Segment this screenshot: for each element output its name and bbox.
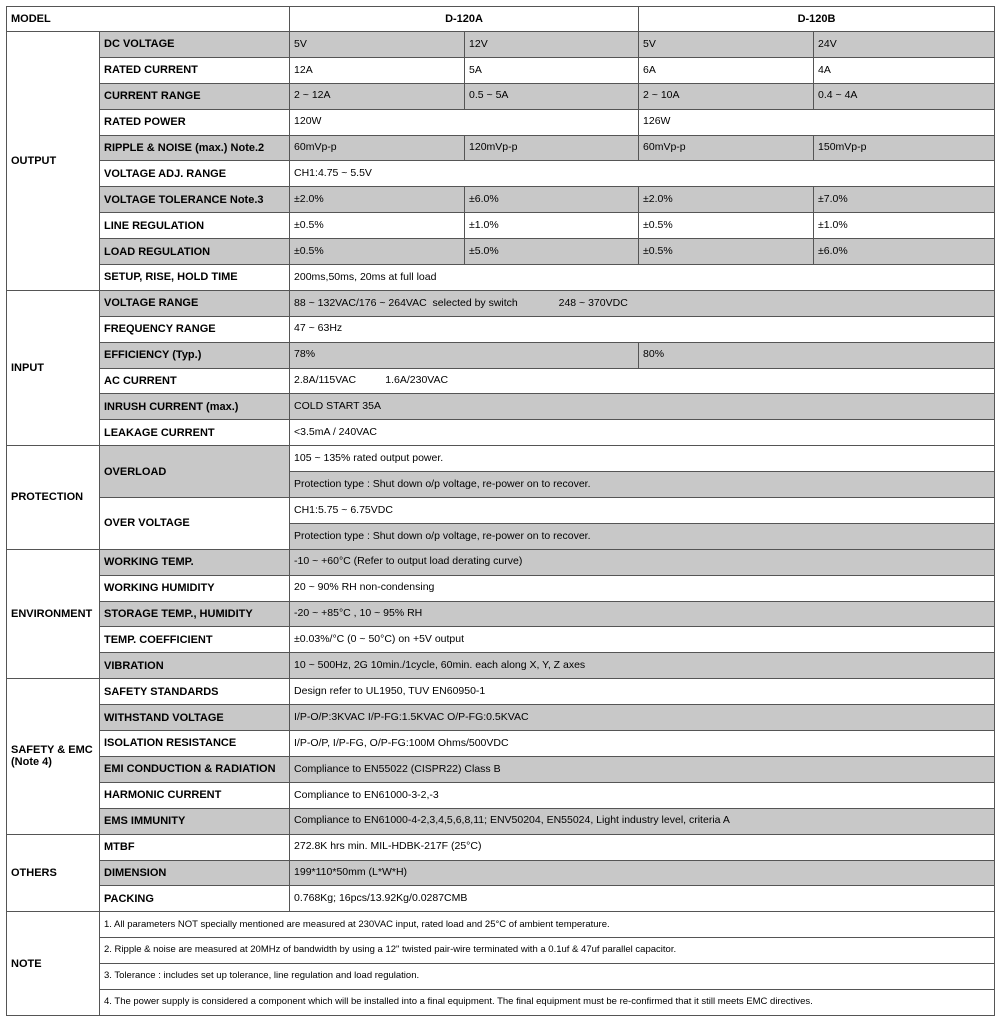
row-label: EMI CONDUCTION & RADIATION <box>100 756 290 782</box>
note-item: 1. All parameters NOT specially mentioned are measured at 230VAC input, rated load and 25°C of ambient temperature. <box>100 912 995 938</box>
cell-value: COLD START 35A <box>290 394 995 420</box>
table-row <box>7 32 995 58</box>
model-header: MODEL <box>7 7 290 32</box>
row-label: RATED POWER <box>100 109 290 135</box>
table-row <box>7 938 995 964</box>
table-row <box>7 161 995 187</box>
row-label: VOLTAGE TOLERANCE Note.3 <box>100 187 290 213</box>
table-row <box>7 316 995 342</box>
table-row <box>7 756 995 782</box>
row-label: PACKING <box>100 886 290 912</box>
group-protection: PROTECTION <box>7 446 100 550</box>
cell-value: 60mVp-p <box>290 135 465 161</box>
row-label: INRUSH CURRENT (max.) <box>100 394 290 420</box>
cell-value: ±0.5% <box>290 239 465 265</box>
cell-value: I/P-O/P:3KVAC I/P-FG:1.5KVAC O/P-FG:0.5KVAC <box>290 705 995 731</box>
cell-value: 60mVp-p <box>639 135 814 161</box>
cell-value: 5A <box>465 57 639 83</box>
cell-value: ±2.0% <box>639 187 814 213</box>
cell-value: ±1.0% <box>814 213 995 239</box>
cell-value: 120W <box>290 109 639 135</box>
note-item: 4. The power supply is considered a component which will be installed into a final equipment. The final equipment must be re-confirmed that it still meets EMC directives. <box>100 989 995 1015</box>
table-row <box>7 705 995 731</box>
cell-value: ±6.0% <box>465 187 639 213</box>
cell-value: ±7.0% <box>814 187 995 213</box>
cell-value: Compliance to EN61000-4-2,3,4,5,6,8,11; ENV50204, EN55024, Light industry level, criteria A <box>290 808 995 834</box>
table-row <box>7 782 995 808</box>
cell-value: 0.768Kg; 16pcs/13.92Kg/0.0287CMB <box>290 886 995 912</box>
table-row <box>7 394 995 420</box>
group-note: NOTE <box>7 912 100 1016</box>
table-row <box>7 834 995 860</box>
table-row <box>7 498 995 524</box>
row-label: VOLTAGE RANGE <box>100 290 290 316</box>
row-label: CURRENT RANGE <box>100 83 290 109</box>
table-row <box>7 549 995 575</box>
note-item: 3. Tolerance : includes set up tolerance, line regulation and load regulation. <box>100 964 995 990</box>
note-item: 2. Ripple & noise are measured at 20MHz of bandwidth by using a 12" twisted pair-wire terminated with a 0.1uf & 47uf parallel capacitor. <box>100 938 995 964</box>
row-label: LINE REGULATION <box>100 213 290 239</box>
spec-table <box>6 6 995 1016</box>
row-label: EMS IMMUNITY <box>100 808 290 834</box>
cell-value: 2 ~ 10A <box>639 83 814 109</box>
row-label: VIBRATION <box>100 653 290 679</box>
table-row <box>7 860 995 886</box>
row-label: HARMONIC CURRENT <box>100 782 290 808</box>
table-row <box>7 964 995 990</box>
group-others: OTHERS <box>7 834 100 912</box>
table-row <box>7 368 995 394</box>
row-label: OVER VOLTAGE <box>100 498 290 550</box>
cell-value: -20 ~ +85°C , 10 ~ 95% RH <box>290 601 995 627</box>
cell-value: <3.5mA / 240VAC <box>290 420 995 446</box>
cell-value: Protection type : Shut down o/p voltage, re-power on to recover. <box>290 472 995 498</box>
group-safety-emc: SAFETY & EMC (Note 4) <box>7 679 100 834</box>
cell-value: -10 ~ +60°C (Refer to output load derating curve) <box>290 549 995 575</box>
table-row <box>7 109 995 135</box>
table-row <box>7 575 995 601</box>
row-label: RIPPLE & NOISE (max.) Note.2 <box>100 135 290 161</box>
group-input: INPUT <box>7 290 100 445</box>
cell-value: 12A <box>290 57 465 83</box>
cell-value: 2 ~ 12A <box>290 83 465 109</box>
row-label: LOAD REGULATION <box>100 239 290 265</box>
table-row <box>7 731 995 757</box>
row-label: MTBF <box>100 834 290 860</box>
cell-value: 199*110*50mm (L*W*H) <box>290 860 995 886</box>
table-row <box>7 83 995 109</box>
table-row <box>7 239 995 265</box>
table-row <box>7 135 995 161</box>
row-label: LEAKAGE CURRENT <box>100 420 290 446</box>
row-label: WORKING TEMP. <box>100 549 290 575</box>
table-row <box>7 989 995 1015</box>
cell-value: 126W <box>639 109 995 135</box>
row-label: VOLTAGE ADJ. RANGE <box>100 161 290 187</box>
model-a-header: D-120A <box>290 7 639 32</box>
table-row <box>7 290 995 316</box>
row-label: FREQUENCY RANGE <box>100 316 290 342</box>
cell-value: 4A <box>814 57 995 83</box>
row-label: SETUP, RISE, HOLD TIME <box>100 265 290 291</box>
model-b-header: D-120B <box>639 7 995 32</box>
table-row <box>7 57 995 83</box>
cell-value: CH1:5.75 ~ 6.75VDC <box>290 498 995 524</box>
cell-value: ±6.0% <box>814 239 995 265</box>
cell-value: 0.5 ~ 5A <box>465 83 639 109</box>
cell-value: Compliance to EN55022 (CISPR22) Class B <box>290 756 995 782</box>
table-row <box>7 601 995 627</box>
table-row <box>7 808 995 834</box>
cell-value: CH1:4.75 ~ 5.5V <box>290 161 995 187</box>
table-row <box>7 187 995 213</box>
table-row <box>7 886 995 912</box>
table-row <box>7 912 995 938</box>
table-row <box>7 265 995 291</box>
cell-value: 105 ~ 135% rated output power. <box>290 446 995 472</box>
cell-value: 5V <box>639 32 814 58</box>
row-label: DC VOLTAGE <box>100 32 290 58</box>
table-row <box>7 420 995 446</box>
row-label: WORKING HUMIDITY <box>100 575 290 601</box>
cell-value: Compliance to EN61000-3-2,-3 <box>290 782 995 808</box>
header-row <box>7 7 995 32</box>
cell-value: 6A <box>639 57 814 83</box>
row-label: EFFICIENCY (Typ.) <box>100 342 290 368</box>
row-label: TEMP. COEFFICIENT <box>100 627 290 653</box>
group-output: OUTPUT <box>7 32 100 291</box>
cell-value: 272.8K hrs min. MIL-HDBK-217F (25°C) <box>290 834 995 860</box>
cell-value: I/P-O/P, I/P-FG, O/P-FG:100M Ohms/500VDC <box>290 731 995 757</box>
table-row <box>7 679 995 705</box>
table-row <box>7 627 995 653</box>
row-label: OVERLOAD <box>100 446 290 498</box>
table-row <box>7 342 995 368</box>
cell-value: 5V <box>290 32 465 58</box>
cell-value: 120mVp-p <box>465 135 639 161</box>
row-label: ISOLATION RESISTANCE <box>100 731 290 757</box>
row-label: STORAGE TEMP., HUMIDITY <box>100 601 290 627</box>
cell-value: 10 ~ 500Hz, 2G 10min./1cycle, 60min. each along X, Y, Z axes <box>290 653 995 679</box>
cell-value: 2.8A/115VAC 1.6A/230VAC <box>290 368 995 394</box>
table-row <box>7 653 995 679</box>
cell-value: 80% <box>639 342 995 368</box>
cell-value: 88 ~ 132VAC/176 ~ 264VAC selected by switch 248 ~ 370VDC <box>290 290 995 316</box>
cell-value: 200ms,50ms, 20ms at full load <box>290 265 995 291</box>
cell-value: ±0.5% <box>639 213 814 239</box>
row-label: SAFETY STANDARDS <box>100 679 290 705</box>
group-environment: ENVIRONMENT <box>7 549 100 678</box>
cell-value: ±0.5% <box>639 239 814 265</box>
cell-value: ±5.0% <box>465 239 639 265</box>
row-label: AC CURRENT <box>100 368 290 394</box>
cell-value: 150mVp-p <box>814 135 995 161</box>
cell-value: ±0.03%/°C (0 ~ 50°C) on +5V output <box>290 627 995 653</box>
cell-value: Protection type : Shut down o/p voltage, re-power on to recover. <box>290 523 995 549</box>
cell-value: ±0.5% <box>290 213 465 239</box>
row-label: RATED CURRENT <box>100 57 290 83</box>
row-label: DIMENSION <box>100 860 290 886</box>
cell-value: 47 ~ 63Hz <box>290 316 995 342</box>
cell-value: 78% <box>290 342 639 368</box>
cell-value: 12V <box>465 32 639 58</box>
cell-value: ±2.0% <box>290 187 465 213</box>
cell-value: 24V <box>814 32 995 58</box>
table-row <box>7 446 995 472</box>
table-row <box>7 213 995 239</box>
row-label: WITHSTAND VOLTAGE <box>100 705 290 731</box>
cell-value: 0.4 ~ 4A <box>814 83 995 109</box>
cell-value: ±1.0% <box>465 213 639 239</box>
cell-value: 20 ~ 90% RH non-condensing <box>290 575 995 601</box>
cell-value: Design refer to UL1950, TUV EN60950-1 <box>290 679 995 705</box>
